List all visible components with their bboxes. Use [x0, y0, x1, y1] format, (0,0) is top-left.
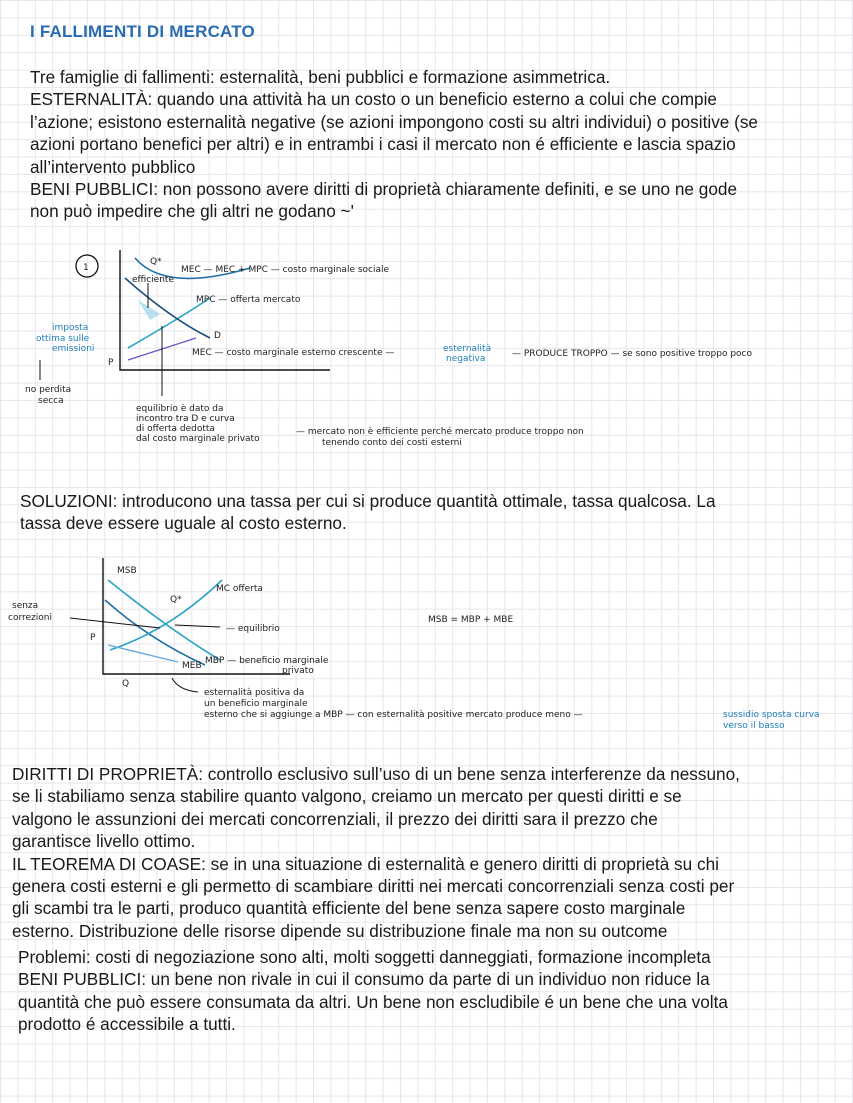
mbp-label-2: privato: [282, 666, 314, 676]
produce-troppo-label: — PRODUCE TROPPO — se sono positive troppo poco: [512, 349, 752, 359]
page-title: I FALLIMENTI DI MERCATO: [30, 22, 255, 41]
imposta-label-2: ottima sulle: [36, 334, 90, 344]
text-line: esterno. Distribuzione delle risorse dipende su distribuzione finale ma non su outcome: [12, 920, 668, 941]
text-line: ESTERNALITÀ: quando una attività ha un costo o un beneficio esterno a colui che compie: [30, 89, 717, 110]
equilibrio-label: equilibrio è dato da: [136, 404, 224, 414]
msb-curve: [108, 580, 220, 660]
supply-curve: [110, 580, 222, 650]
sussidio-label: sussidio sposta curva: [723, 710, 820, 720]
arrow: [172, 678, 198, 692]
text-line: valgono le assunzioni dei mercati concorrenziali, il prezzo dei diritti sara il prezzo che: [12, 808, 658, 829]
equilibrio-label: — equilibrio: [226, 624, 280, 634]
text-line: DIRITTI DI PROPRIETÀ: controllo esclusivo sull’uso di un bene senza interferenze da nessuno,: [12, 764, 740, 784]
ext-label: esternalità positiva da: [204, 688, 305, 698]
mbp-label: MBP — beneficio marginale: [205, 656, 329, 666]
ext-label-3: esterno che si aggiunge a MBP — con esternalità positive mercato produce meno —: [204, 710, 583, 720]
intro-paragraph: [30, 66, 758, 223]
mec-label: MEC — costo marginale esterno crescente —: [192, 348, 395, 358]
sussidio-label-2: verso il basso: [723, 721, 785, 731]
text-line: IL TEOREMA DI COASE: se in una situazione di esternalità e genero diritti di proprietà su chi: [12, 853, 719, 874]
property-rights-paragraph: [12, 763, 740, 942]
equilibrio-label-3: di offerta dedotta: [136, 424, 215, 434]
deadweight-area: [138, 300, 160, 320]
text-line: Problemi: costi di negoziazione sono alti, molti soggetti danneggiati, formazione incompleta: [18, 947, 711, 967]
equilibrio-label-2: incontro tra D e curva: [136, 414, 235, 424]
text-line: garantisce livello ottimo.: [12, 831, 196, 852]
text-line: genera costi esterni e gli permetto di scambiare diritti nei mercati concorrenziali senza costi per: [12, 876, 735, 897]
meb-label: MEB: [182, 661, 202, 671]
text-line: non può impedire che gli altri ne godano ~': [30, 201, 354, 222]
positive-externality-diagram: [0, 550, 853, 740]
p-label: P: [108, 358, 114, 368]
text-line: azioni portano benefici per altri) e in entrambi i casi il mercato non é efficiente e lascia spazio: [30, 134, 736, 155]
text-line: SOLUZIONI: introducono una tassa per cui si produce quantità ottimale, tassa qualcosa. La: [20, 491, 716, 511]
d-label: D: [214, 331, 221, 341]
text-line: gli scambi tra le parti, produco quantità efficiente del bene senza sapere costo marginale: [12, 898, 686, 919]
q-label: Q: [122, 679, 130, 689]
mec-mpc-label: MEC — MEC + MPC — costo marginale sociale: [181, 265, 390, 275]
text-line: BENI PUBBLICI: un bene non rivale in cui il consumo da parte di un individuo non riduce la: [18, 969, 710, 990]
public-goods-paragraph: [18, 946, 728, 1036]
text-line: Tre famiglie di fallimenti: esternalità, beni pubblici e formazione asimmetrica.: [30, 67, 611, 87]
mpc-label: MPC — offerta mercato: [196, 295, 301, 305]
imposta-label-3: emissioni: [52, 344, 95, 354]
text-line: all’intervento pubblico: [30, 156, 196, 177]
arrow: [175, 625, 220, 627]
ext-label-2: un beneficio marginale: [204, 699, 308, 709]
negative-externality-diagram: [0, 238, 853, 470]
demand-curve: [125, 278, 210, 338]
p-label: P: [90, 633, 96, 643]
efficiente-label: efficiente: [132, 275, 174, 285]
msb-label: MSB: [117, 566, 137, 576]
text-line: l’azione; esistono esternalità negative (se azioni impongono costi su altri individui) o positive (se: [30, 111, 758, 132]
arrow: [70, 618, 160, 628]
senza-label-2: correzioni: [8, 613, 52, 623]
text-line: se li stabiliamo senza stabilire quanto valgono, creiamo un mercato per questi diritti e se: [12, 786, 682, 807]
q-star-label: Q*: [170, 595, 182, 605]
solutions-paragraph: [20, 490, 716, 535]
mercato-label-2: tenendo conto dei costi esterni: [322, 438, 462, 448]
q-star-label: Q*: [150, 257, 162, 267]
mc-offerta-label: MC offerta: [216, 584, 263, 594]
text-line: tassa deve essere uguale al costo esterno.: [20, 513, 347, 534]
perdita-label: no perdita: [25, 385, 72, 395]
imposta-label: imposta: [52, 323, 89, 333]
senza-label: senza: [12, 601, 39, 611]
negative-externality-label-2: negativa: [446, 354, 486, 364]
private-cost-curve: [128, 298, 210, 348]
perdita-label-2: secca: [38, 396, 64, 406]
diagram-number: 1: [83, 263, 89, 273]
meb-curve: [108, 645, 178, 662]
text-line: BENI PUBBLICI: non possono avere diritti di proprietà chiaramente definiti, e se uno ne gode: [30, 179, 738, 200]
text-line: quantità che può essere consumata da altri. Un bene non escludibile é un bene che una volta: [18, 991, 728, 1012]
mbp-curve: [105, 600, 205, 665]
equilibrio-label-4: dal costo marginale privato: [136, 434, 260, 444]
negative-externality-label: esternalità: [443, 344, 492, 354]
mercato-label: — mercato non è efficiente perché mercato produce troppo non: [296, 427, 584, 437]
formula-label: MSB = MBP + MBE: [428, 615, 514, 625]
text-line: prodotto é accessibile a tutti.: [18, 1014, 236, 1035]
